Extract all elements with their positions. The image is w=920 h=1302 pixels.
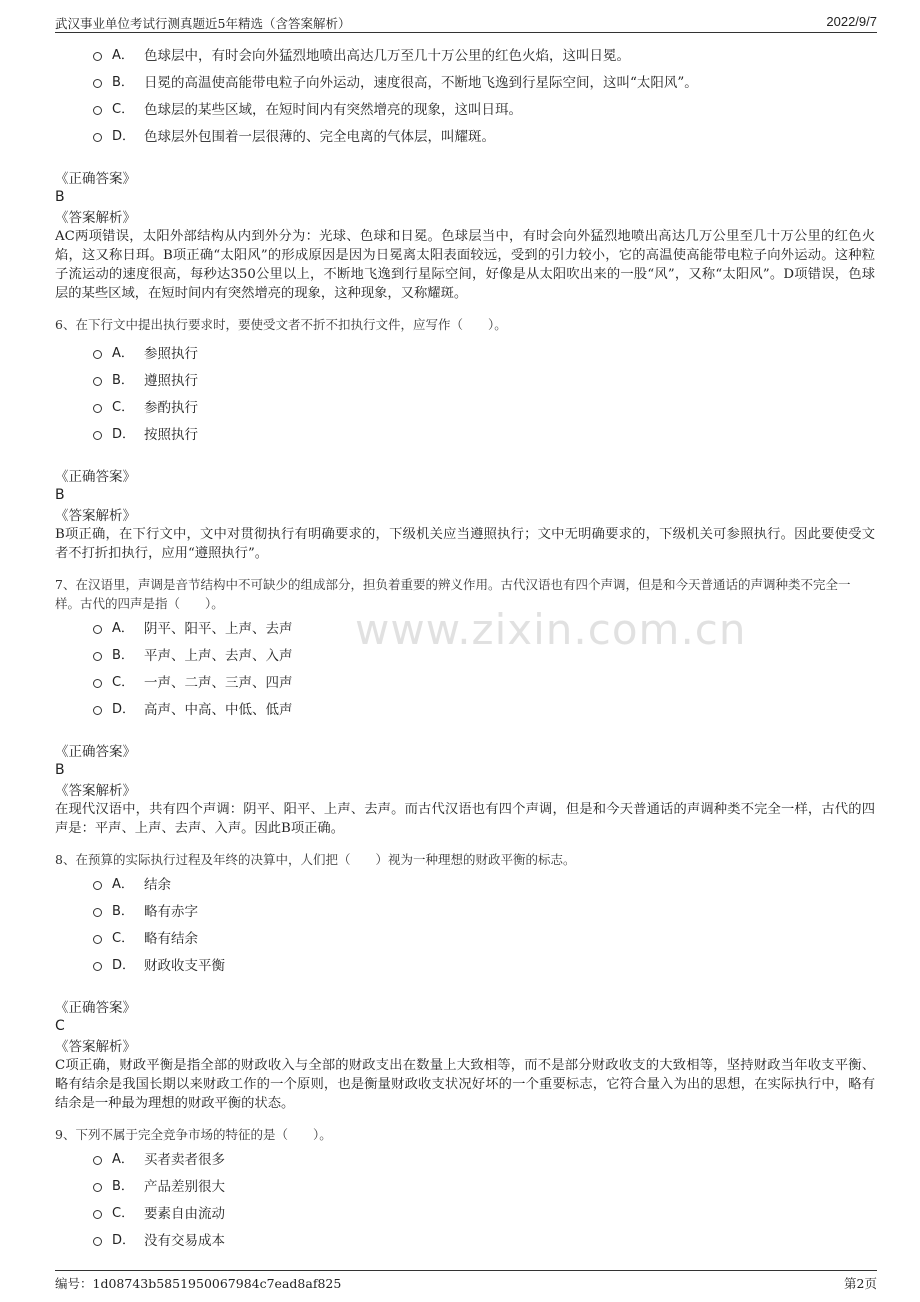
q5-option-d[interactable]: D． 色球层外包围着一层很薄的、完全电离的气体层，叫耀斑。 [93,121,875,148]
q9-option-d[interactable]: D． 没有交易成本 [93,1225,875,1252]
q6-option-a[interactable]: A． 参照执行 [93,338,875,365]
radio-icon[interactable] [93,377,102,386]
radio-icon[interactable] [93,625,102,634]
radio-icon[interactable] [93,1156,102,1165]
q8-explanation: C项正确，财政平衡是指全部的财政收入与全部的财政支出在数量上大致相等，而不是部分财政收支的大致相等，坚持财政当年收支平衡、略有结余是我国长期以来财政工作的一个原则，也是衡量财政收支状况好坏的一个重要标志，它符合量入为出的思想，在实际执行中，略有结余是一种最为理想的财政平衡的状态。 [55,1058,875,1111]
radio-icon[interactable] [93,52,102,61]
q6-option-d[interactable]: D． 按照执行 [93,419,875,446]
q8-answer: C [55,1018,65,1034]
page-header [55,12,877,33]
q8-option-c[interactable]: C． 略有结余 [93,923,875,950]
document-title: 武汉事业单位考试行测真题近5年精选（含答案解析） [55,16,351,31]
q5-option-a[interactable]: A． 色球层中，有时会向外猛烈地喷出高达几万至几十万公里的红色火焰，这叫日冕。 [93,40,875,67]
watermark: www.zixin.com.cn [355,605,747,654]
q8-stem: 8、在预算的实际执行过程及年终的决算中，人们把（ ）视为一种理想的财政平衡的标志。 [55,852,576,867]
q7-explanation: 在现代汉语中，共有四个声调：阴平、阳平、上声、去声。而古代汉语也有四个声调，但是和今天普通话的声调种类不完全一样，古代的四声是：平声、上声、去声、入声。因此B项正确。 [55,802,875,836]
radio-icon[interactable] [93,350,102,359]
q5-explanation: AC两项错误，太阳外部结构从内到外分为：光球、色球和日冕。色球层当中，有时会向外猛烈地喷出高达几万公里至几十万公里的红色火焰，这又称日珥。B项正确“太阳风”的形成原因是因为日冕离太阳表面较远，受到的引力较小，它的高温使高能带电粒子向外运动。这种粒子流运动的速度很高，每秒达350公里以上，不断地飞逸到行星际空间，好像是从太阳吹出来的一股“风”，又称“太阳风”。D项错误，色球层的某些区域，在短时间内有突然增亮的现象，这种现象，又称耀斑。 [55,229,875,301]
radio-icon[interactable] [93,962,102,971]
q8-option-a[interactable]: A． 结余 [93,869,875,896]
answer-label: 《正确答案》 [55,744,136,760]
explanation-label: 《答案解析》 [55,210,136,226]
answer-label: 《正确答案》 [55,171,136,187]
q7-option-d[interactable]: D． 高声、中高、中低、低声 [93,694,875,721]
page-number: 第2页 [844,1276,877,1291]
explanation-label: 《答案解析》 [55,508,136,524]
radio-icon[interactable] [93,908,102,917]
q6-options [93,338,875,446]
q7-answer: B [55,762,65,778]
q9-option-a[interactable]: A． 买者卖者很多 [93,1144,875,1171]
q9-options [93,1144,875,1252]
q7-option-b[interactable]: B． 平声、上声、去声、入声 [93,640,875,667]
q6-stem: 6、在下行文中提出执行要求时，要使受文者不折不扣执行文件，应写作（ ）。 [55,317,507,332]
radio-icon[interactable] [93,106,102,115]
q8-option-d[interactable]: D． 财政收支平衡 [93,950,875,977]
q8-options [93,869,875,977]
q9-option-b[interactable]: B． 产品差别很大 [93,1171,875,1198]
radio-icon[interactable] [93,133,102,142]
q5-option-c[interactable]: C． 色球层的某些区域，在短时间内有突然增亮的现象，这叫日珥。 [93,94,875,121]
q5-option-b[interactable]: B． 日冕的高温使高能带电粒子向外运动，速度很高，不断地飞逸到行星际空间，这叫“太阳风”。 [93,67,875,94]
radio-icon[interactable] [93,79,102,88]
question-list [55,40,875,1252]
q7-stem: 7、在汉语里，声调是音节结构中不可缺少的组成部分，担负着重要的辨义作用。古代汉语也有四个声调，但是和今天普通话的声调种类不完全一样。古代的四声是指（ ）。 [55,577,851,611]
radio-icon[interactable] [93,431,102,440]
page-footer [55,1270,877,1291]
q6-option-b[interactable]: B． 遵照执行 [93,365,875,392]
radio-icon[interactable] [93,1210,102,1219]
radio-icon[interactable] [93,1237,102,1246]
q6-explanation: B项正确，在下行文中，文中对贯彻执行有明确要求的，下级机关应当遵照执行；文中无明确要求的，下级机关可参照执行。因此要使受文者不打折扣执行，应用“遵照执行”。 [55,527,875,561]
q5-answer: B [55,189,65,205]
document-date: 2022/9/7 [826,14,877,29]
answer-label: 《正确答案》 [55,1000,136,1016]
q9-stem: 9、下列不属于完全竞争市场的特征的是（ ）。 [55,1127,332,1142]
q6-option-c[interactable]: C． 参酌执行 [93,392,875,419]
radio-icon[interactable] [93,706,102,715]
explanation-label: 《答案解析》 [55,1039,136,1055]
radio-icon[interactable] [93,1183,102,1192]
radio-icon[interactable] [93,679,102,688]
q7-options [93,613,875,721]
radio-icon[interactable] [93,881,102,890]
radio-icon[interactable] [93,935,102,944]
explanation-label: 《答案解析》 [55,783,136,799]
q7-option-c[interactable]: C． 一声、二声、三声、四声 [93,667,875,694]
q6-answer: B [55,487,65,503]
q7-option-a[interactable]: A． 阴平、阳平、上声、去声 [93,613,875,640]
radio-icon[interactable] [93,652,102,661]
radio-icon[interactable] [93,404,102,413]
q9-option-c[interactable]: C． 要素自由流动 [93,1198,875,1225]
document-code: 编号：1d08743b5851950067984c7ead8af825 [55,1276,342,1291]
q8-option-b[interactable]: B． 略有赤字 [93,896,875,923]
answer-label: 《正确答案》 [55,469,136,485]
q5-options [93,40,875,148]
